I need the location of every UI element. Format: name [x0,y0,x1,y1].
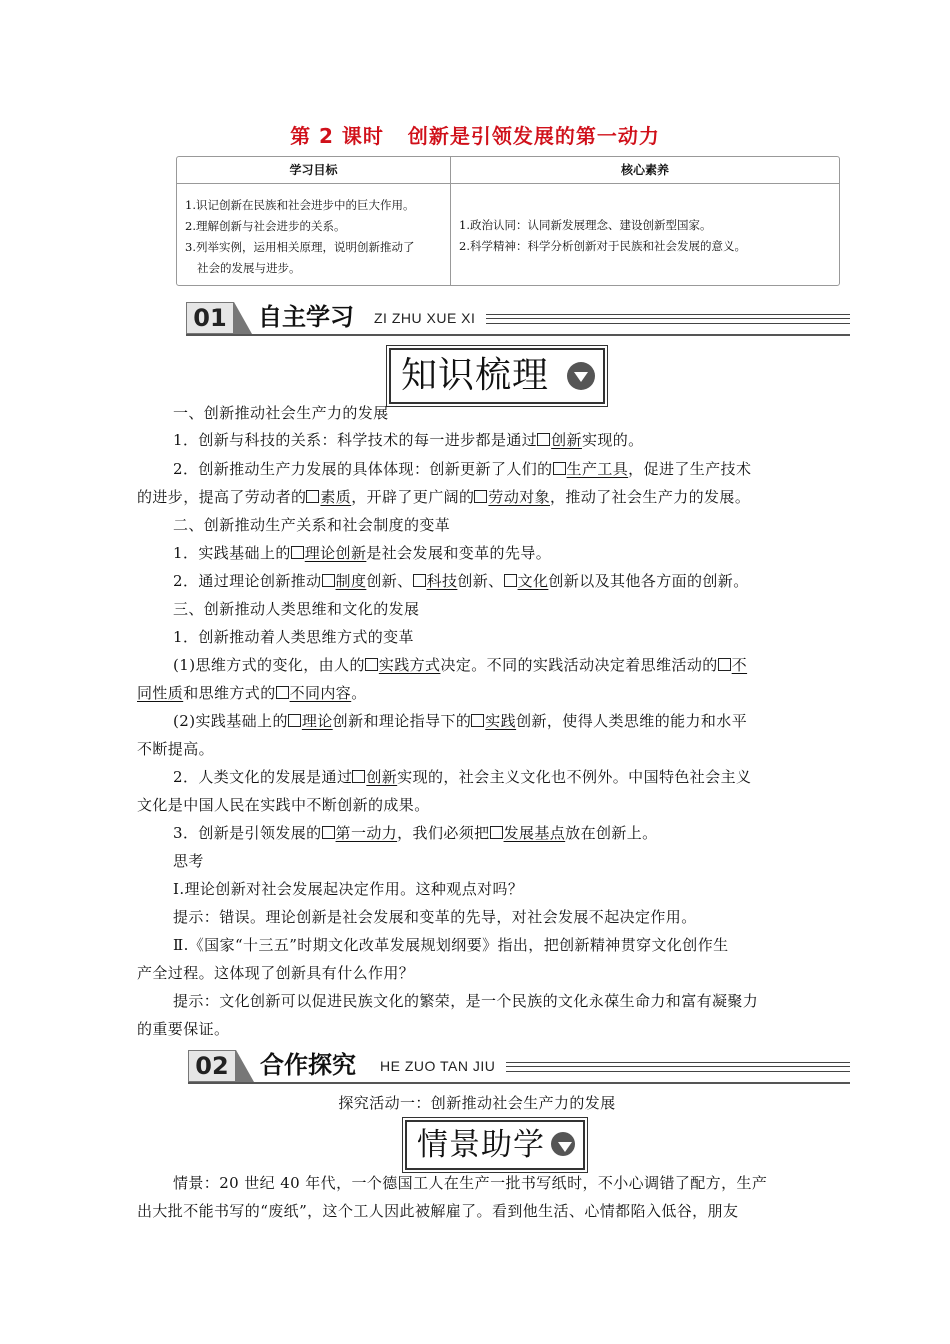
blank-box-icon [537,433,550,446]
scenario-text: 出大批不能书写的“废纸”，这个工人因此被解雇了。看到他生活、心情都陷入低谷，朋友 [137,1202,739,1220]
activity-title: 探究活动一：创新推动社会生产力的发展 [338,1094,616,1112]
fill-answer: 理论 [288,712,333,730]
paragraph: 2．人类文化的发展是通过 创新实现的，社会主义文化也不例外。中国特色社会主义 [173,768,752,786]
answer-hint: 的重要保证。 [137,1020,230,1038]
fill-answer: 实践 [471,712,516,730]
blank-box-icon [352,770,365,783]
blank-box-icon [553,462,566,475]
fill-answer: 发展基点 [490,824,566,842]
objectives-table [176,156,840,286]
heading-2: 二、创新推动生产关系和社会制度的变革 [173,516,451,534]
blank-box-icon [322,826,335,839]
paragraph: 的进步，提高了劳动者的 素质，开辟了更广阔的 劳动对象，推动了社会生产力的发展。 [137,488,751,506]
competency-item: 2.科学精神：科学分析创新对于民族和社会发展的意义。 [459,239,746,253]
question: 产全过程。这体现了创新具有什么作用？ [137,964,415,982]
competencies-header: 核心素养 [620,163,669,177]
question: Ⅰ.理论创新对社会发展起决定作用。这种观点对吗？ [173,880,524,898]
banner-triangle-icon [234,302,252,334]
fill-answer: 第一动力 [322,824,398,842]
section-title: 合作探究 [260,1051,356,1079]
blank-box-icon [322,574,335,587]
section-pinyin: HE ZUO TAN JIU [380,1058,496,1074]
objective-item: 社会的发展与进步。 [197,261,301,275]
objective-item: 1.识记创新在民族和社会进步中的巨大作用。 [185,198,415,212]
blank-box-icon [291,546,304,559]
blank-box-icon [504,574,517,587]
fill-answer: 创新 [537,431,582,449]
banner-rule [486,314,850,324]
fill-answer: 文化 [504,572,549,590]
objectives-header: 学习目标 [289,163,338,177]
box-heading-scenario [405,1120,585,1170]
paragraph: 1．实践基础上的 理论创新是社会发展和变革的先导。 [173,544,552,562]
paragraph: (2)实践基础上的 理论创新和理论指导下的 实践创新，使得人类思维的能力和水平 [173,712,748,730]
fill-answer: 创新 [352,768,397,786]
blank-box-icon [718,658,731,671]
fill-answer: 生产工具 [553,460,629,478]
blank-box-icon [365,658,378,671]
paragraph: 1．创新推动着人类思维方式的变革 [173,628,414,646]
fill-answer: 不 [718,656,747,674]
banner-triangle-icon [236,1050,254,1082]
blank-box-icon [413,574,426,587]
competency-item: 1.政治认同：认同新发展理念、建设创新型国家。 [459,218,712,232]
section-pinyin: ZI ZHU XUE XI [374,310,476,326]
blank-box-icon [471,714,484,727]
lesson-name: 创新是引领发展的第一动力 [407,124,660,148]
objective-item: 2.理解创新与社会进步的关系。 [185,219,346,233]
section-banner-01 [186,300,850,336]
paragraph: 3．创新是引领发展的 第一动力，我们必须把 发展基点放在创新上。 [173,824,658,842]
think-label: 思考 [173,852,204,870]
answer-hint: 提示：文化创新可以促进民族文化的繁荣，是一个民族的文化永葆生命力和富有凝聚力 [173,992,759,1010]
fill-answer: 科技 [413,572,458,590]
fill-answer: 不同内容 [276,684,352,702]
fill-answer: 劳动对象 [474,488,550,506]
down-arrow-icon [551,1132,575,1156]
answer-hint: 提示：错误。理论创新是社会发展和变革的先导，对社会发展不起决定作用。 [173,908,697,926]
paragraph: 1．创新与科技的关系：科学技术的每一进步都是通过 创新实现的。 [173,431,644,449]
fill-answer: 实践方式 [365,656,441,674]
section-number: 01 [186,302,234,334]
fill-answer: 素质 [306,488,351,506]
objective-item: 3.列举实例，运用相关原理，说明创新推动了 [185,240,415,254]
scenario-text: 情景：20 世纪 40 年代，一个德国工人在生产一批书写纸时，不小心调错了配方，生产 [173,1174,768,1192]
section-title: 自主学习 [258,303,354,331]
box-heading-label: 情景助学 [417,1127,545,1163]
banner-rule [506,1062,850,1072]
section-banner-02 [188,1048,850,1084]
competencies-list [459,215,837,257]
down-arrow-icon [567,362,595,390]
paragraph: 同性质和思维方式的 不同内容。 [137,684,367,702]
lesson-number: 第 2 课时 [290,124,384,148]
fill-answer: 制度 [322,572,367,590]
blank-box-icon [490,826,503,839]
section-number: 02 [188,1050,236,1082]
paragraph: 2．通过理论创新推动 制度创新、 科技创新、 文化创新以及其他各方面的创新。 [173,572,749,590]
heading-1: 一、创新推动社会生产力的发展 [173,404,389,422]
blank-box-icon [276,686,289,699]
blank-box-icon [474,490,487,503]
paragraph: (1)思维方式的变化，由人的 实践方式决定。不同的实践活动决定着思维活动的 不 [173,656,748,674]
blank-box-icon [306,490,319,503]
fill-answer: 理论创新 [291,544,367,562]
question: Ⅱ.《国家“十三五”时期文化改革发展规划纲要》指出，把创新精神贯穿文化创作生 [173,936,729,954]
paragraph: 2．创新推动生产力发展的具体体现：创新更新了人们的 生产工具，促进了生产技术 [173,460,752,478]
lesson-title [0,120,950,149]
paragraph: 不断提高。 [137,740,215,758]
heading-3: 三、创新推动人类思维和文化的发展 [173,600,420,618]
objectives-list [185,195,447,279]
box-heading-knowledge [389,348,605,404]
blank-box-icon [288,714,301,727]
paragraph: 文化是中国人民在实践中不断创新的成果。 [137,796,430,814]
box-heading-label: 知识梳理 [401,355,550,396]
